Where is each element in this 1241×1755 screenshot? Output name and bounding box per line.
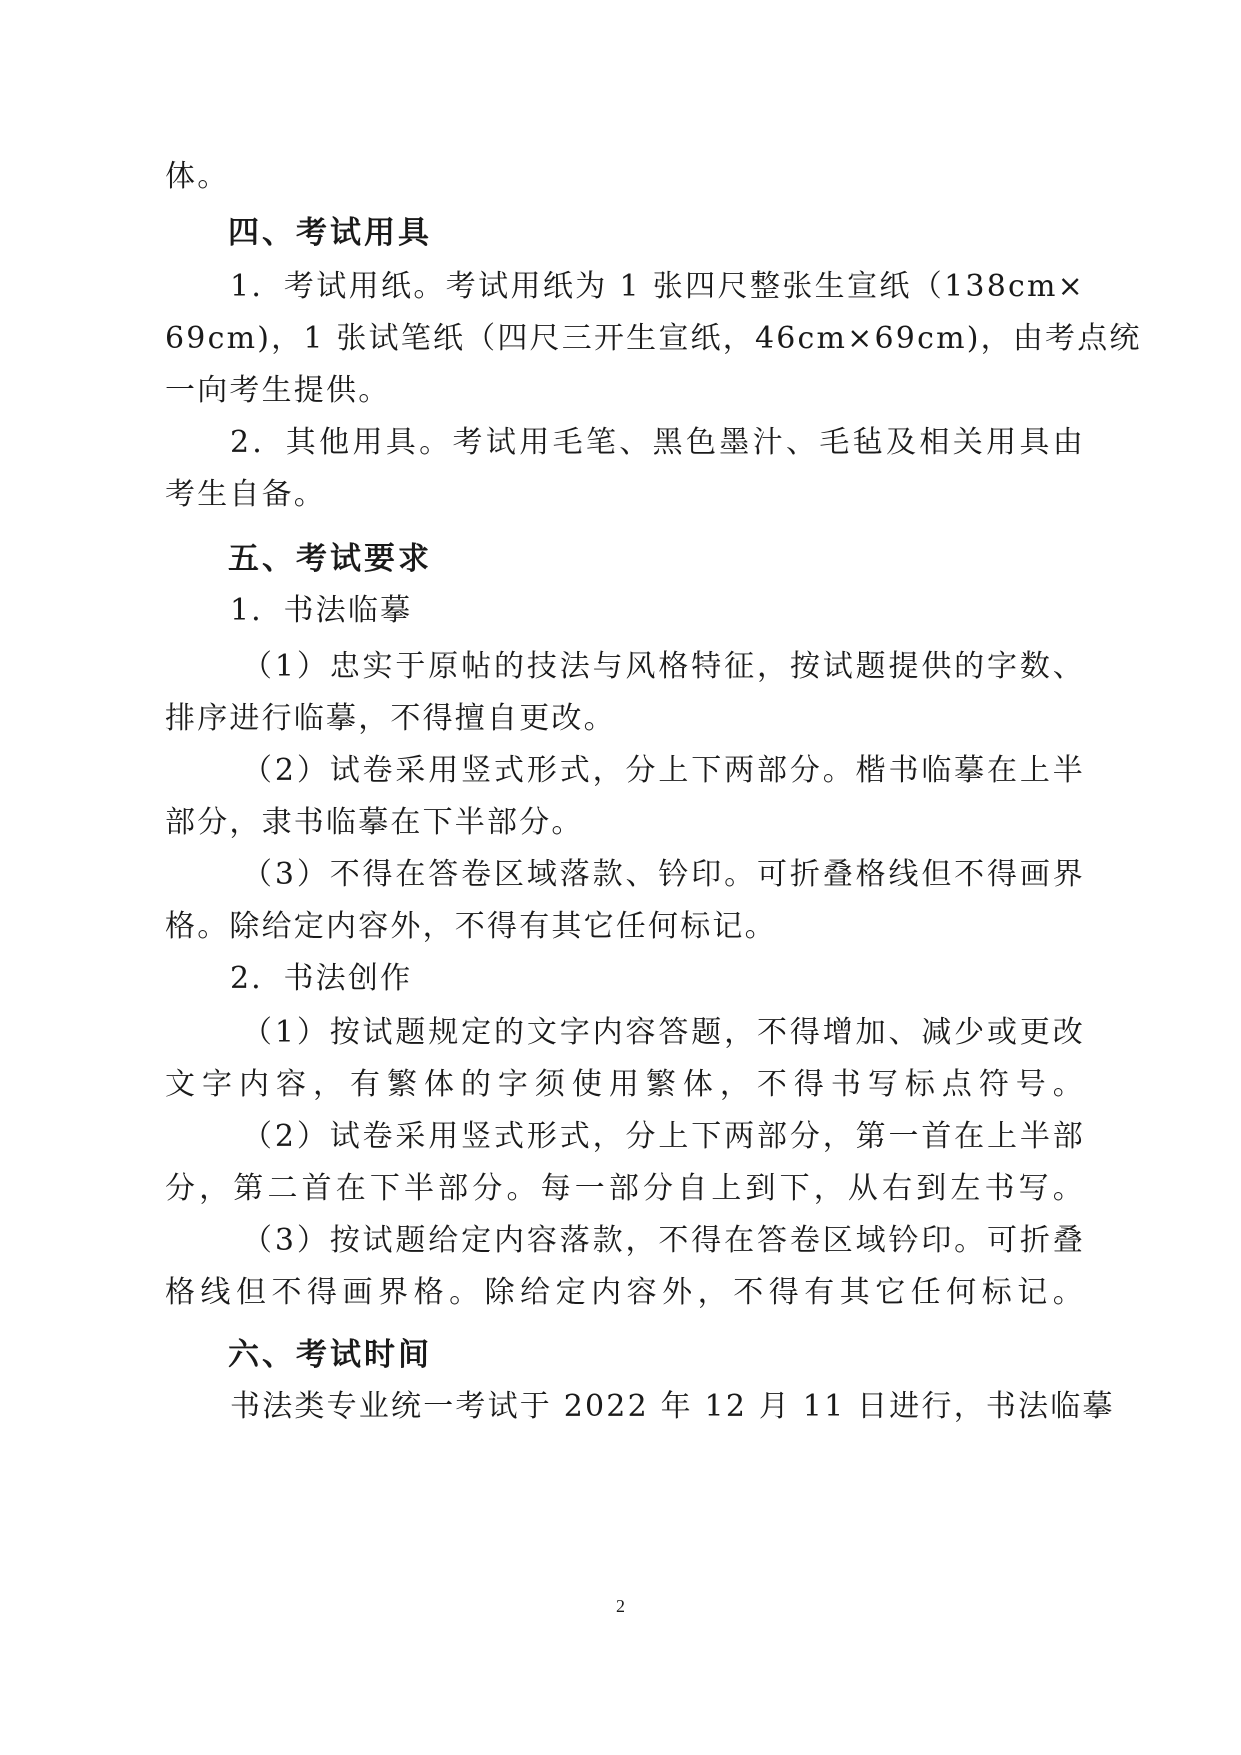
subheading-line: 1．书法临摹 [230, 593, 413, 628]
paragraph-line: （3）不得在答卷区域落款、钤印。可折叠格线但不得画界 [242, 857, 1085, 892]
section-heading-tools: 四、考试用具 [228, 215, 432, 251]
paragraph-line: （2）试卷采用竖式形式，分上下两部分，第一首在上半部 [242, 1119, 1085, 1154]
paragraph-line: （1）按试题规定的文字内容答题，不得增加、减少或更改 [242, 1015, 1085, 1050]
paragraph-line: 1．考试用纸。考试用纸为 1 张四尺整张生宣纸（138cm× [230, 269, 1085, 304]
section-heading-requirements: 五、考试要求 [228, 541, 432, 577]
paragraph-line: （1）忠实于原帖的技法与风格特征，按试题提供的字数、 [242, 649, 1085, 684]
subheading-line: 2．书法创作 [230, 961, 413, 996]
paragraph-line: 部分，隶书临摹在下半部分。 [165, 805, 584, 840]
paragraph-line: 考生自备。 [165, 477, 326, 512]
paragraph-line: 文字内容，有繁体的字须使用繁体，不得书写标点符号。 [165, 1067, 1085, 1102]
paragraph-line: （3）按试题给定内容落款，不得在答卷区域钤印。可折叠 [242, 1223, 1085, 1258]
paragraph-line: 体。 [165, 159, 230, 194]
paragraph-line: 格。除给定内容外，不得有其它任何标记。 [165, 909, 777, 944]
paragraph-line: 69cm)，1 张试笔纸（四尺三开生宣纸，46cm×69cm)，由考点统 [165, 321, 1142, 356]
section-heading-time: 六、考试时间 [228, 1337, 432, 1373]
paragraph-line: 排序进行临摹，不得擅自更改。 [165, 701, 616, 736]
paragraph-line: 格线但不得画界格。除给定内容外，不得有其它任何标记。 [165, 1275, 1085, 1310]
paragraph-line: 2．其他用具。考试用毛笔、黑色墨汁、毛毡及相关用具由 [230, 425, 1085, 460]
paragraph-line: 书法类专业统一考试于 2022 年 12 月 11 日进行，书法临摹 [230, 1389, 1115, 1424]
paragraph-line: 分，第二首在下半部分。每一部分自上到下，从右到左书写。 [165, 1171, 1085, 1206]
page-number: 2 [616, 1596, 625, 1616]
paragraph-line: 一向考生提供。 [165, 373, 391, 408]
paragraph-line: （2）试卷采用竖式形式，分上下两部分。楷书临摹在上半 [242, 753, 1085, 788]
